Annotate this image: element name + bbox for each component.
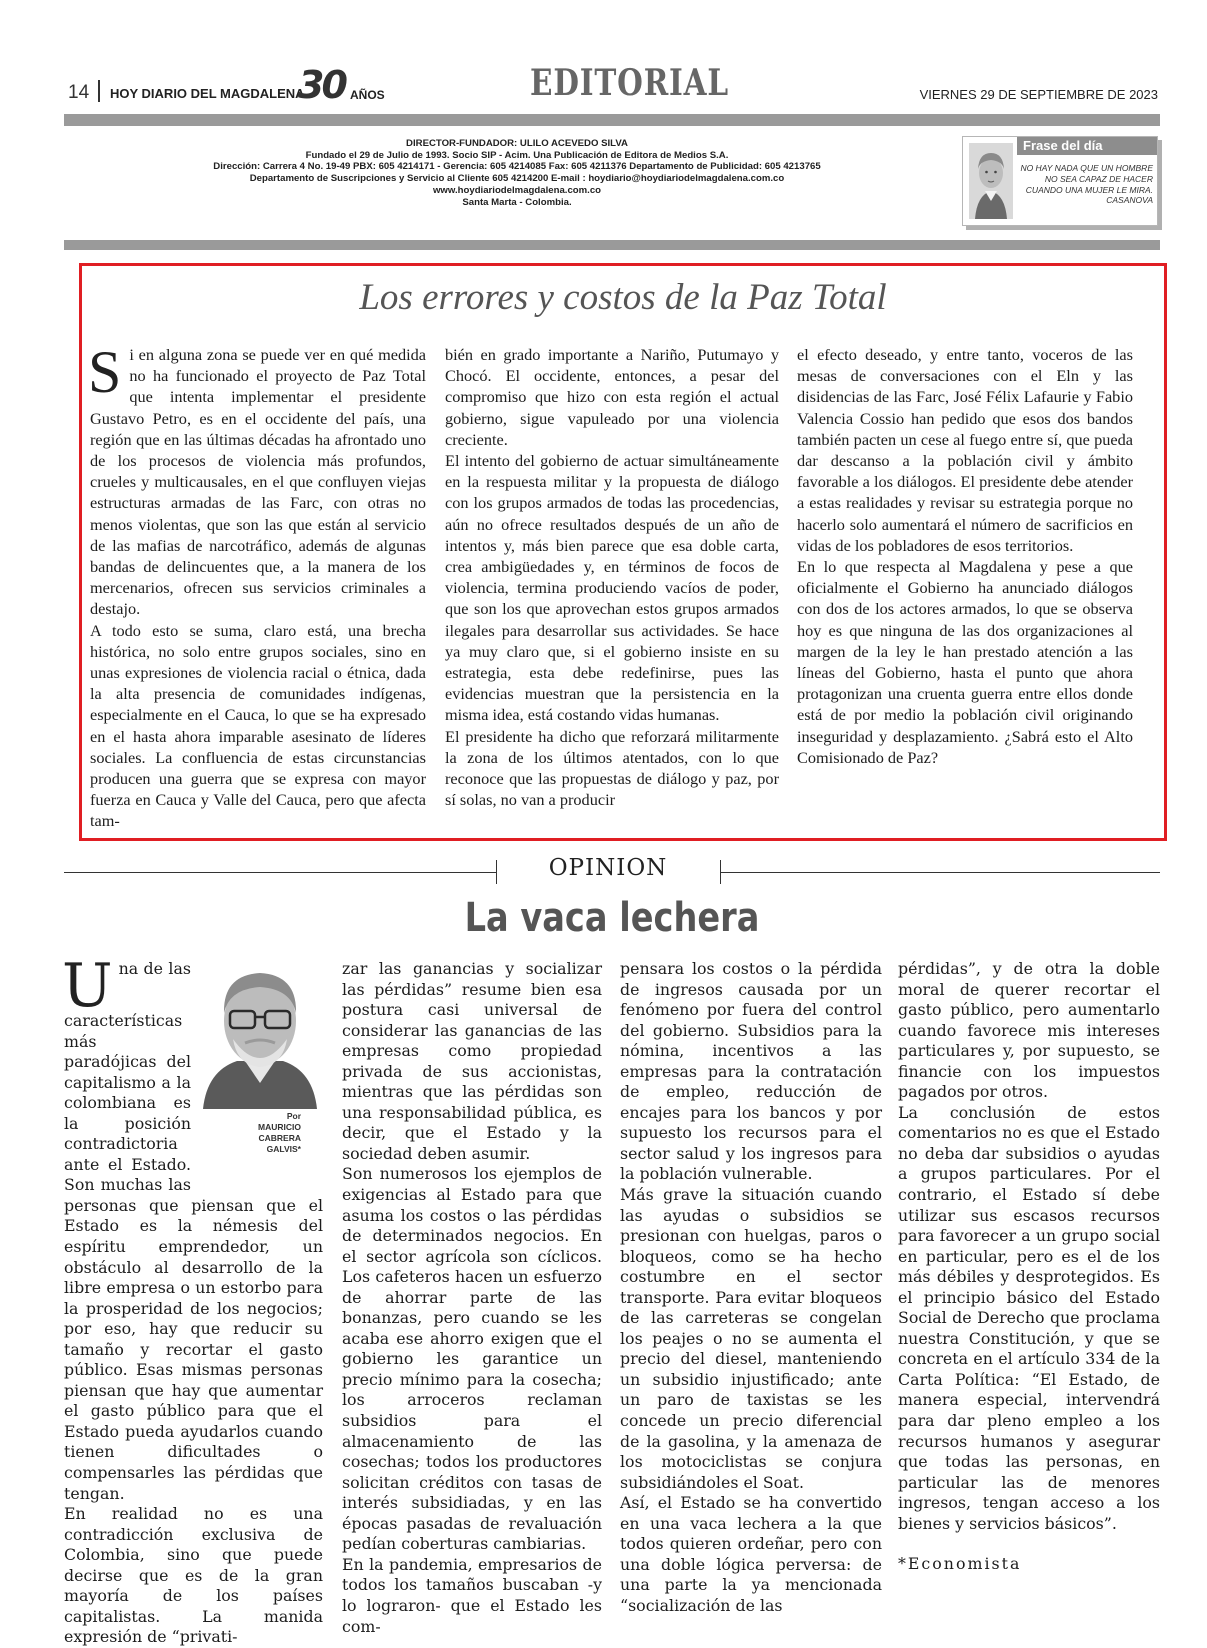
opinion-paragraph: Así, el Estado se ha convertido en una vaca lechera a la que todos quieren ordeñar, pero con una doble lógica perversa: de una parte la ya mencionada “socialización de las xyxy=(620,1493,882,1615)
quote-author: CASANOVA xyxy=(1106,195,1153,206)
paper-name: HOY DIARIO DEL MAGDALENA xyxy=(110,86,305,101)
opinion-dropcap: U xyxy=(62,951,113,1021)
opinion-rule-right xyxy=(720,872,1160,873)
editorial-column-2 xyxy=(445,344,779,810)
staff-line: Santa Marta - Colombia. xyxy=(462,196,572,208)
opinion-rule-left xyxy=(64,872,496,873)
author-name-line: GALVIS* xyxy=(266,1144,301,1154)
quote-body: NO HAY NADA QUE UN HOMBRE NO SEA CAPAZ DE HACER CUANDO UNA MUJER LE MIRA. xyxy=(1020,163,1153,195)
masthead-separator xyxy=(98,80,100,102)
staff-line: Departamento de Suscripciones y Servicio al Cliente 605 4214200 E-mail : hoydiario@hoydiariodelmagdalena.com.co xyxy=(249,173,785,185)
opinion-paragraph: pensara los costos o la pérdida de ingresos causada por un fenómeno por fuera del control del gobierno. Subsidios para la nómina, incentivos a las empresas para la contratación de empleo, reducción de encajes para los bancos y por supuesto los recursos para el sector salud y los ingresos para la población vulnerable. xyxy=(620,959,882,1184)
opinion-title: La vaca lechera xyxy=(464,895,760,941)
editorial-title: Los errores y costos de la Paz Total xyxy=(359,277,887,318)
opinion-paragraph: pérdidas”, y de otra la doble moral de querer recortar el gasto público, pero aumentarlo cuando favorece mis intereses particulares y, por supuesto, se financie con los impuestos pagados por otros. xyxy=(898,959,1160,1102)
anniversary-logo xyxy=(298,63,388,107)
opinion-column-4 xyxy=(898,959,1160,1575)
staff-line: Fundado el 29 de Julio de 1993. Socio SIP - Acim. Una Publicación de Editora de Medios S.A. xyxy=(305,149,729,161)
author-byline xyxy=(258,1111,301,1155)
editorial-paragraph: A todo esto se suma, claro está, una brecha histórica, no solo entre grupos sociales, sino en unas expresiones de violencia racial o étnica, dada la alta presencia de comunidades indígenas, especialmente en el Cauca, lo que se ha expresado en el hasta ahora imparable asesinato de líderes sociales. La confluencia de estas circunstancias producen una guerra que se expresa con mayor fuerza en Cauca y Valle del Cauca, pero que afecta tam- xyxy=(90,620,426,831)
opinion-column-2 xyxy=(342,959,602,1637)
quote-text xyxy=(1019,163,1153,206)
opinion-column-1 xyxy=(62,951,323,1648)
editorial-paragraph: el efecto deseado, y entre tanto, voceros de las mesas de conversaciones con el Eln y las disidencias de las Farc, José Félix Lafaurie y Fabio Valencia Cossio han pedido que esos dos bandos también pacten un cese al fuego entre sí, que pueda dar descanso a la población civil y ámbito favorable a los diálogos. El presidente debe atender a estas realidades y revisar su estrategia porque no hacerlo solo aumentará el número de sacrificios en vidas de los pobladores de esos territorios. xyxy=(797,345,1133,555)
editorial-paragraph: El intento del gobierno de actuar simultáneamente en la respuesta militar y la propuesta de diálogo con los grupos armados de todas las procedencias, aún no ofrece resultados después de un año de intentos y, más bien parece que esa doble carta, crea ambigüedades y, en términos de focos de violencia, termina produciendo vacíos de poder, que son los que aprovechan estos grupos armados ilegales para desarrollar sus actividades. Se hace ya muy claro que, si el gobierno insiste en su estrategia, esta debe redefinirse, pues las evidencias muestran que la persistencia en la misma idea, está costando vidas humanas. xyxy=(445,451,779,725)
opinion-paragraph: En la pandemia, empresarios de todos los tamaños buscaban -y lo lograron- que el Estado les com- xyxy=(342,1554,602,1636)
editorial-paragraph: El presidente ha dicho que reforzará militarmente la zona de los últimos atentados, con lo que reconoce que las propuestas de diálogo y paz, por sí solas, no van a producir xyxy=(445,726,779,810)
section-title: EDITORIAL xyxy=(530,62,729,104)
staff-line: Dirección: Carrera 4 No. 19-49 PBX: 605 4214171 - Gerencia: 605 4214085 Fax: 605 4211376 Departamento de Publicidad: 605 4213765 xyxy=(213,161,821,173)
author-by: Por xyxy=(286,1111,301,1121)
editorial-column-3 xyxy=(797,344,1133,768)
staff-line: www.hoydiariodelmagdalena.com.co xyxy=(432,184,602,196)
anniversary-word: AÑOS xyxy=(350,88,385,102)
page-number: 14 xyxy=(68,82,90,103)
author-name-line: MAURICIO xyxy=(258,1122,301,1132)
masthead xyxy=(64,62,1160,108)
opinion-paragraph: zar las ganancias y socializar las pérdidas” resume bien esa postura casi universal de considerar las ganancias de las empresas como propiedad privada de sus accionistas, mientras que las pérdidas son una responsabilidad pública, es decir, que el Estado y la sociedad deben asumir. xyxy=(342,959,602,1163)
quote-of-day-box xyxy=(962,136,1158,226)
editorial-dropcap: S xyxy=(88,339,122,405)
opinion-paragraph: Son numerosos los ejemplos de exigencias al Estado para que asuma los costos o las pérdidas de determinados negocios. En el sector agrícola son cíclicos. Los cafeteros hacen un esfuerzo de ahorrar parte de las bonanzas, pero cuando se les acaba ese ahorro exigen que el gobierno les garantice un precio mínimo para la cosecha; los arroceros reclaman subsidios para el almacenamiento de las cosechas; todos los productores solicitan créditos con tasas de interés subsidiadas, y en las épocas pasadas de revaluación pedían coberturas cambiarias. xyxy=(342,1164,602,1554)
opinion-paragraph: Una de las características más paradójicas del capitalismo a la colombiana es la posición contradictoria ante el Estado. Son muchas las personas que piensan que el Estado es la némesis del espíritu emprendedor, un obstáculo al desarrollo de la libre empresa o un estorbo para la prosperidad de los negocios; por eso, hay que reducir su tamaño y recortar el gasto público. Esas mismas personas piensan que hay que aumentar el gasto público para que el Estado pueda ayudarlos cuando tienen dificultades o compensarles las pérdidas que tengan. xyxy=(62,951,323,1503)
secondary-divider xyxy=(64,240,1160,250)
issue-date: VIERNES 29 DE SEPTIEMBRE DE 2023 xyxy=(919,87,1158,102)
editorial-column-1 xyxy=(88,339,426,832)
editorial-paragraph: Si en alguna zona se puede ver en qué medida no ha funcionado el proyecto de Paz Total que intenta implementar el presidente Gustavo Petro, es en el occidente del país, una región que en las últimas décadas ha afrontado uno de los procesos de violencia más profundos, crueles y multicausales, en el que confluyen viejas estructuras armadas de las Farc, con otras no menos violentas, que son las que están al servicio de las mafias de narcotráfico, además de algunas bandas de delincuentes que, a la manera de los mercenarios, ofrecen sus servicios criminales a destajo. xyxy=(88,339,426,619)
top-divider xyxy=(64,114,1160,126)
author-name-line: CABRERA xyxy=(258,1133,301,1143)
editorial-paragraph: En lo que respecta al Magdalena y pese a que oficialmente el Gobierno ha anunciado diálogos con dos de los actores armados, lo que se observa hoy es que ninguna de las dos organizaciones al margen de la ley le han prestado atención a las líneas del Gobierno, hasta el punto que ahora protagonizan una cruenta guerra entre ellos donde está de por medio la población civil originando inseguridad y desplazamiento. ¿Sabrá esto el Alto Comisionado de Paz? xyxy=(797,557,1133,767)
author-portrait-icon xyxy=(197,959,323,1109)
quote-title: Frase del día xyxy=(1017,137,1157,155)
author-footnote: *Economista xyxy=(898,1554,1022,1574)
staff-line: DIRECTOR-FUNDADOR: ULILO ACEVEDO SILVA xyxy=(406,138,628,149)
anniversary-number: 30 xyxy=(298,63,345,107)
opinion-paragraph: En realidad no es una contradicción exclusiva de Colombia, sino que puede decirse que es de la gran mayoría de los países capitalistas. La manida expresión de “privati- xyxy=(64,1504,323,1647)
author-photo-block xyxy=(197,959,323,1177)
casanova-portrait-icon xyxy=(969,143,1013,219)
opinion-section-label: OPINION xyxy=(548,855,668,881)
editorial-paragraph: bién en grado importante a Nariño, Putumayo y Chocó. El occidente, entonces, a pesar del compromiso que hizo con esta región el actual gobierno, sigue vapuleado por una violencia creciente. xyxy=(445,345,779,449)
opinion-paragraph: Más grave la situación cuando las ayudas o subsidios se presionan con huelgas, paros o bloqueos, como se ha hecho costumbre en el sector transporte. Para evitar bloqueos de las carreteras se congelan los peajes o no se aumenta el precio del diesel, manteniendo un subsidio injustificado; ante un paro de taxistas se les concede un precio diferencial de la gasolina, y la amenaza de los motociclistas se conjura subsidiándoles el Soat. xyxy=(620,1185,882,1492)
staff-box xyxy=(100,138,934,208)
opinion-paragraph: La conclusión de estos comentarios no es que el Estado no deba dar subsidios o ayudas a grupos particulares. Por el contrario, el Estado sí debe utilizar sus escasos recursos para favorecer a un grupo social en particular, pero es el de los más débiles y desprotegidos. Es el principio básico del Estado Social de Derecho que proclama nuestra Constitución, y que se concreta en el artículo 334 de la Carta Política: “El Estado, de manera especial, intervendrá para dar pleno empleo a los recursos humanos y asegurar que todas las personas, en particular las de menores ingresos, tengan acceso a los bienes y servicios básicos”. xyxy=(898,1102,1160,1533)
opinion-column-3 xyxy=(620,959,882,1617)
